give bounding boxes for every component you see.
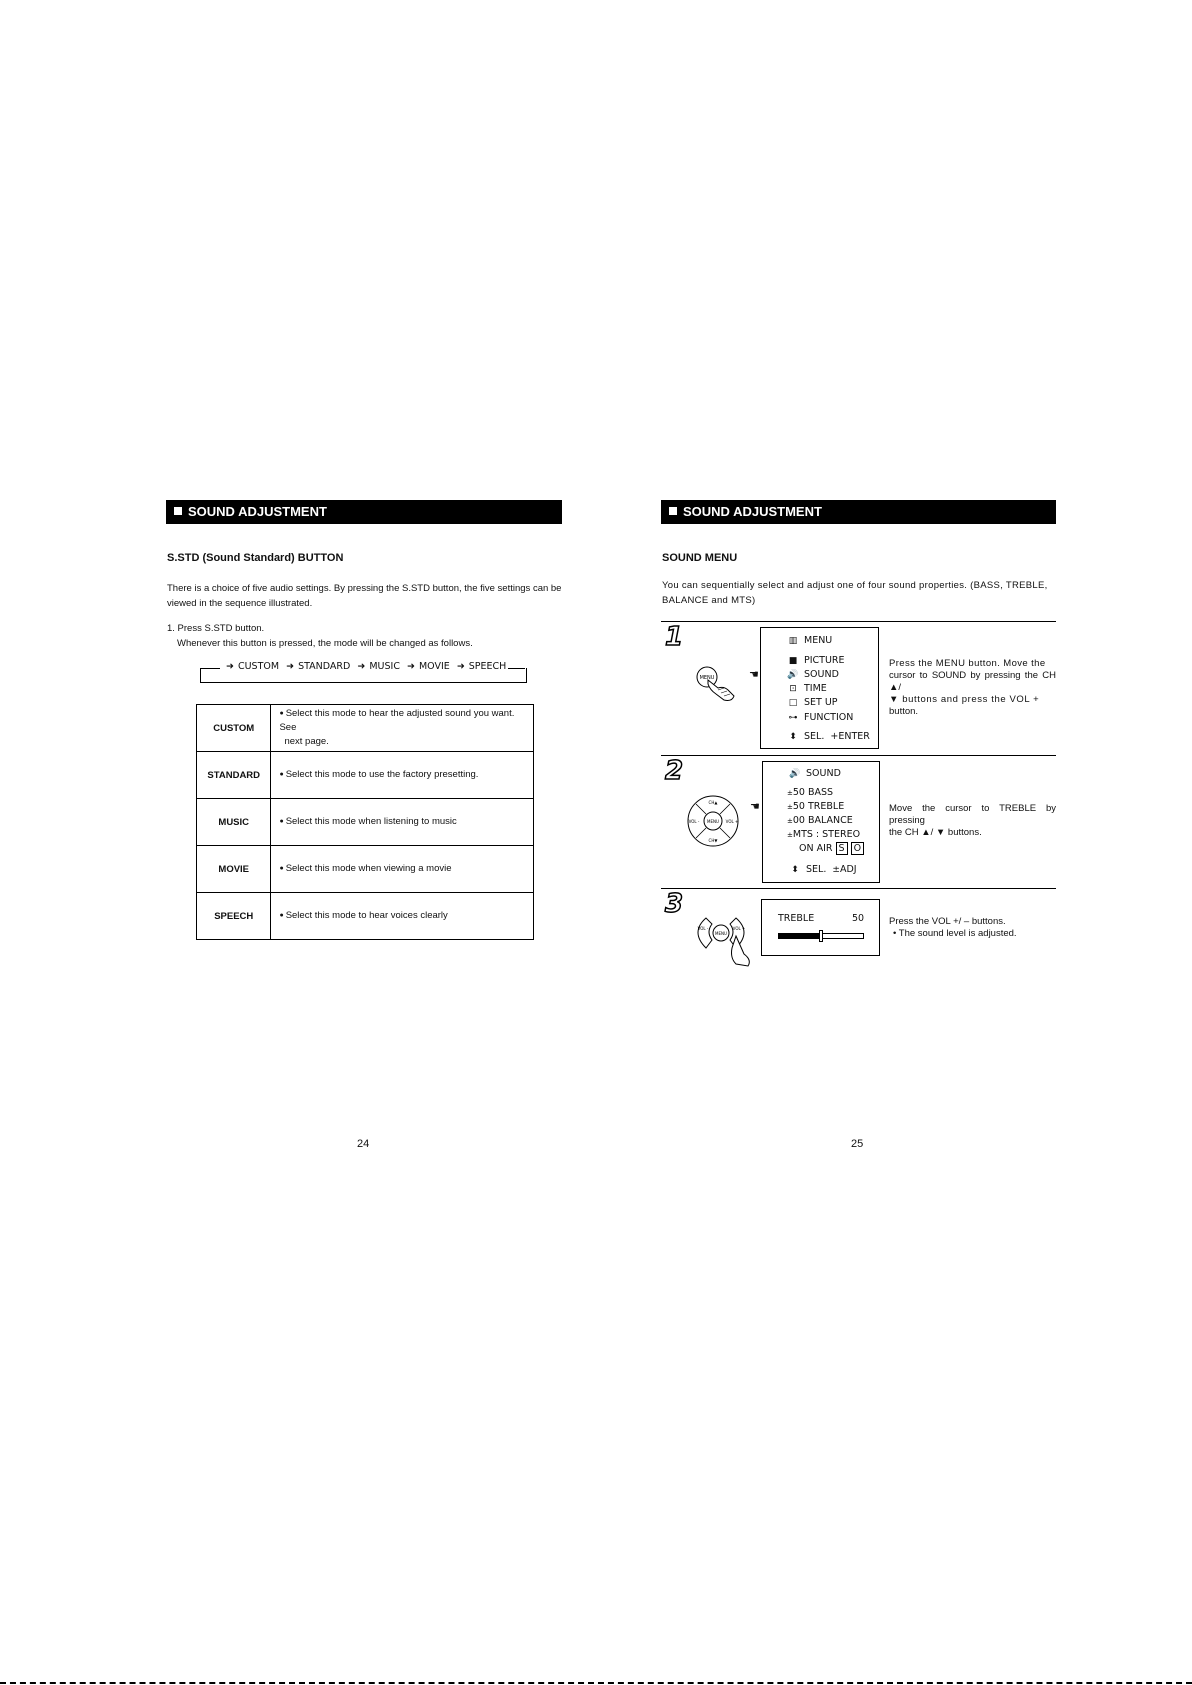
osd-menu-footer: ⬍ SEL. +ENTER [786, 731, 870, 742]
table-row [197, 705, 534, 752]
pointer-hand-icon: ☚ [750, 800, 760, 813]
sequence-top-line-right [508, 668, 525, 669]
plusminus-icon: ± [832, 865, 840, 875]
dpad-bottom-label: CH▼ [708, 838, 718, 843]
step2-desc-line: the CH ▲/ ▼ buttons. [889, 827, 982, 838]
osd-item-sound: 🔊 SOUND [787, 669, 839, 680]
remote-hand-press-menu-icon [694, 664, 740, 704]
right-intro-line1: You can sequentially select and adjust one of four sound properties. (BASS, TREBLE, [662, 580, 1048, 591]
osd-treble-value: 50 [852, 913, 865, 924]
arrow-right-icon: ➜ [226, 661, 234, 672]
osd-onair: ON AIR S O [799, 843, 864, 854]
osd-item-picture: ■ PICTURE [786, 655, 845, 666]
osd-sound-screen [762, 761, 880, 883]
plusminus-icon: ± [787, 817, 793, 825]
pointer-hand-icon: ☚ [749, 668, 759, 681]
left-intro-line1: There is a choice of five audio settings. By pressing the S.STD button, the five settings can be [167, 583, 562, 594]
right-heading: SOUND MENU [662, 552, 738, 564]
left-banner [166, 500, 562, 524]
arrow-right-icon: ➜ [286, 661, 295, 672]
sequence [222, 661, 506, 672]
key-icon: ⊶ [788, 713, 798, 723]
speaker-icon: 🔊 [787, 670, 799, 680]
treble-slider-track[interactable] [778, 933, 864, 939]
osd-item-bass: ±50 BASS [787, 787, 834, 798]
square-bullet-icon [669, 507, 677, 515]
osd-item-setup: □ SET UP [786, 697, 838, 708]
modes-table [196, 704, 534, 940]
square-bullet-icon [174, 507, 182, 515]
osd-menu-screen [760, 627, 879, 749]
mode-name: MUSIC [197, 799, 271, 846]
remote-dpad-icon [686, 794, 740, 848]
mode-desc-line1: Select this mode to hear voices clearly [285, 910, 448, 921]
remote-menu-label: MENU [699, 675, 715, 681]
table-row [197, 846, 534, 893]
seq-movie: MOVIE [418, 661, 450, 672]
mode-desc-line1: Select this mode to use the factory presetting. [285, 769, 479, 780]
left-page-number: 24 [357, 1138, 370, 1150]
dpad-center-label: MENU [707, 819, 719, 824]
up-down-arrow-icon: ⬍ [789, 732, 797, 742]
menu-grid-icon: ▥ [788, 636, 798, 646]
left-step-line1: 1. Press S.STD button. [167, 623, 265, 634]
osd-item-balance: ±00 BALANCE [787, 815, 853, 826]
osd-item-treble: ±50 TREBLE [787, 801, 845, 812]
mono-badge: O [851, 842, 864, 855]
right-banner-title: SOUND ADJUSTMENT [683, 504, 822, 519]
vol-left-label: VOL - [697, 926, 709, 931]
stereo-badge: S [836, 842, 848, 855]
step3-desc-line: Press the VOL +/ – buttons. [889, 916, 1006, 927]
left-step [167, 621, 567, 651]
mode-desc-line1: Select this mode when viewing a movie [285, 863, 452, 874]
step-divider [661, 888, 1056, 889]
step2-description [889, 803, 1056, 839]
treble-slider-fill [779, 934, 821, 938]
left-intro [167, 581, 567, 611]
step2-desc-line: Move the cursor to TREBLE by pressing [889, 803, 1056, 826]
right-intro-line2: BALANCE and MTS) [662, 595, 756, 606]
right-banner [661, 500, 1056, 524]
seq-music: MUSIC [369, 661, 400, 672]
dpad-left-label: VOL - [688, 819, 700, 824]
treble-slider-handle[interactable] [819, 930, 823, 942]
osd-treble-label: TREBLE [778, 913, 815, 924]
seq-speech: SPEECH [468, 661, 507, 672]
sequence-top-line-left [200, 668, 220, 669]
left-intro-line2: viewed in the sequence illustrated. [167, 598, 313, 609]
clock-icon: ⊡ [789, 684, 797, 694]
mode-desc-line1: Select this mode to hear the adjusted sound you want. See [279, 708, 515, 733]
step1-desc-line: Press the MENU button. Move the [889, 658, 1046, 669]
table-row [197, 893, 534, 940]
mode-name: MOVIE [197, 846, 271, 893]
step1-description [889, 658, 1056, 718]
bottom-dashed-edge [0, 1682, 1192, 1684]
left-banner-title: SOUND ADJUSTMENT [188, 504, 327, 519]
vol-center-label: MENU [715, 931, 727, 936]
mode-desc: ● Select this mode to hear the adjusted sound you want. See next page. [271, 705, 534, 752]
arrow-right-icon: ➜ [407, 661, 415, 672]
step1-desc-line: cursor to SOUND by pressing the CH ▲/ [889, 670, 1056, 693]
mode-name: SPEECH [197, 893, 271, 940]
step1-desc-line: button. [889, 706, 919, 717]
mode-desc: ● Select this mode to hear voices clearly [271, 893, 534, 940]
osd-item-function: ⊶ FUNCTION [786, 712, 853, 723]
osd-item-mts: ±MTS : STEREO [787, 829, 861, 840]
plusminus-icon: ± [787, 803, 793, 811]
step1-desc-line: ▼ buttons and press the VOL + [889, 694, 1040, 705]
table-row [197, 752, 534, 799]
left-heading: S.STD (Sound Standard) BUTTON [167, 552, 344, 564]
osd-item-time: ⊡ TIME [786, 683, 827, 694]
speaker-icon: 🔊 [789, 769, 801, 779]
table-row [197, 799, 534, 846]
plusminus-icon: ± [787, 831, 793, 839]
remote-vol-press-icon [686, 912, 756, 968]
mode-desc-line2: next page. [284, 736, 329, 747]
osd-sound-title: 🔊 SOUND [789, 768, 841, 779]
mode-desc-line1: Select this mode when listening to music [285, 816, 457, 827]
mode-name: STANDARD [197, 752, 271, 799]
osd-treble-screen [761, 899, 880, 956]
mode-desc: ● Select this mode when listening to music [271, 799, 534, 846]
right-page-number: 25 [851, 1138, 864, 1150]
step3-description [889, 916, 1056, 940]
mode-desc: ● Select this mode to use the factory presetting. [271, 752, 534, 799]
arrow-right-icon: ➜ [357, 661, 366, 672]
vol-right-label: VOL + [732, 926, 746, 931]
dpad-right-label: VOL + [725, 819, 739, 824]
step-number-2: 2 [665, 756, 684, 786]
mode-desc: ● Select this mode when viewing a movie [271, 846, 534, 893]
step-number-3: 3 [665, 889, 684, 919]
arrow-right-icon: ➜ [456, 661, 465, 672]
camera-icon: ■ [788, 656, 798, 666]
step3-desc-line: • The sound level is adjusted. [893, 928, 1017, 939]
plusminus-icon: ± [787, 789, 793, 797]
right-intro [662, 578, 1056, 608]
setup-box-icon: □ [788, 698, 798, 708]
osd-sound-footer: ⬍ SEL. ±ADJ [788, 864, 857, 875]
up-down-arrow-icon: ⬍ [791, 865, 799, 875]
step-number-1: 1 [665, 622, 684, 652]
mode-name: CUSTOM [197, 705, 271, 752]
seq-custom: CUSTOM [237, 661, 280, 672]
step-divider [661, 755, 1056, 756]
seq-standard: STANDARD [298, 661, 351, 672]
dpad-top-label: CH▲ [708, 800, 718, 805]
step-divider [661, 621, 1056, 622]
osd-menu-title: ▥ MENU [786, 635, 832, 646]
left-step-line2: Whenever this button is pressed, the mode will be changed as follows. [177, 638, 473, 649]
